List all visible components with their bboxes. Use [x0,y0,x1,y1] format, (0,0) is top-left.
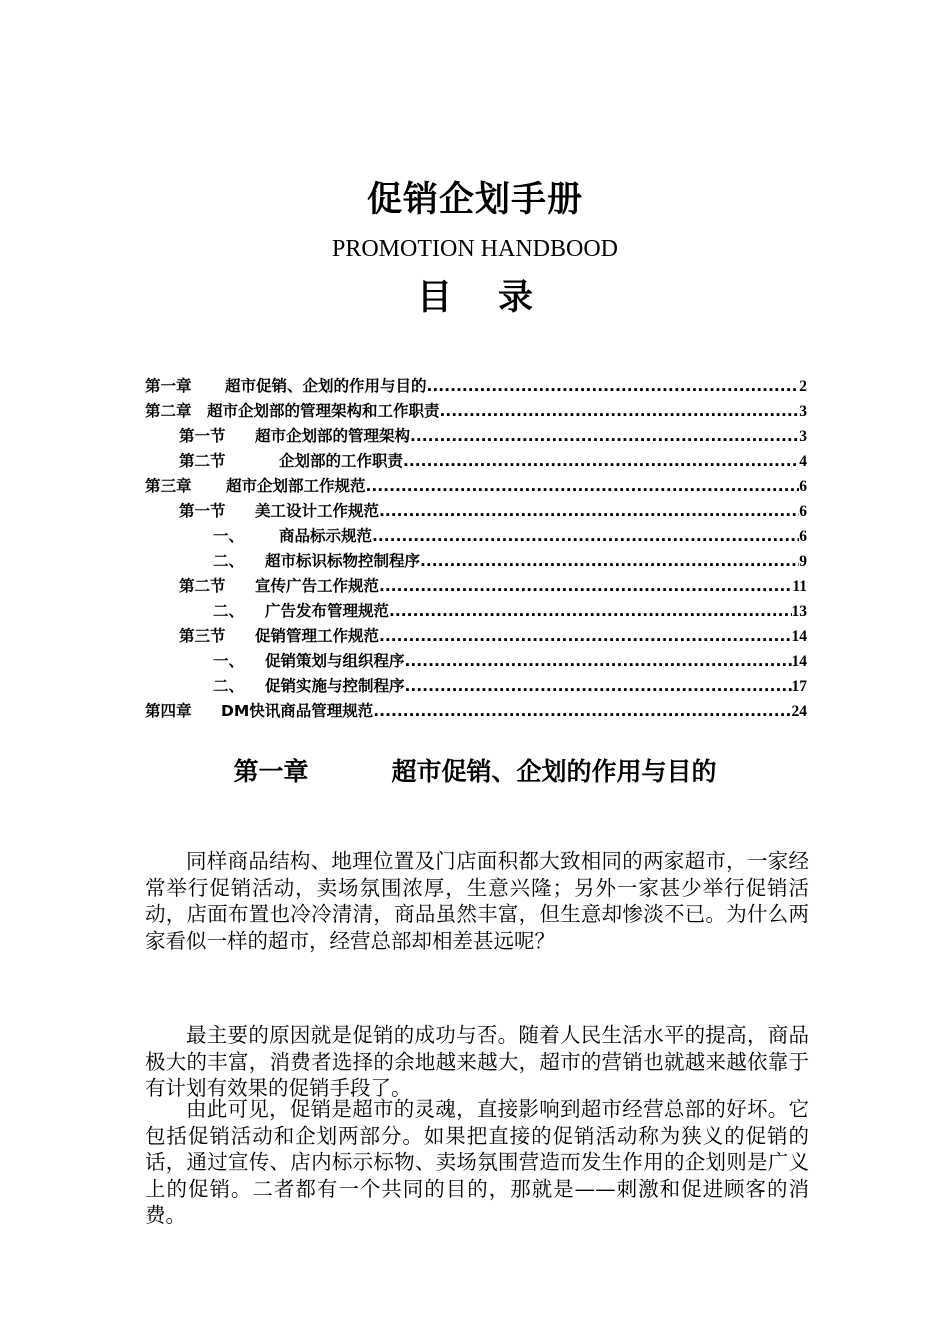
toc-entry-title: 超市企划部工作规范 [226,477,366,495]
toc-entry[interactable] [145,699,807,724]
toc-entry-title: 促销实施与控制程序 [265,677,405,695]
toc-entry-title: 超市促销、企划的作用与目的 [225,377,427,395]
toc-leader [405,674,792,699]
body-paragraph: 最主要的原因就是促销的成功与否。随着人民生活水平的提高，商品极大的丰富，消费者选择的余地越来越大，超市的营销也就越来越依靠于有计划有效果的促销手段了。 [145,1023,809,1100]
toc-entry[interactable] [145,499,807,524]
toc-entry[interactable] [145,624,807,649]
toc-entry-page: 24 [791,703,807,720]
toc-leader [440,399,800,424]
toc-entry-label: 二、 [213,602,245,620]
toc-entry[interactable] [145,474,807,499]
toc-entry-label: 第二章 [145,402,192,420]
toc-entry-label: 第二节 [179,452,226,470]
toc-entry-page: 2 [799,378,807,395]
toc-leader [403,449,799,474]
toc-leader [410,424,799,449]
toc-entry-page: 14 [791,653,807,670]
table-of-contents [145,374,807,724]
toc-leader [379,499,799,524]
toc-entry-title: 广告发布管理规范 [265,602,390,620]
toc-leader [427,374,800,399]
toc-entry-title: DM快讯商品管理规范 [221,702,374,720]
toc-entry-page: 6 [799,478,807,495]
toc-heading-char-1: 目 [416,278,452,318]
toc-entry-title: 超市标识标物控制程序 [265,552,421,570]
toc-entry[interactable] [145,574,807,599]
toc-heading-char-2: 录 [498,278,534,318]
toc-entry-title: 超市企划部的管理架构和工作职责 [207,402,440,420]
toc-entry[interactable] [145,599,807,624]
body-paragraph: 由此可见，促销是超市的灵魂，直接影响到超市经营总部的好坏。它包括促销活动和企划两部分。如果把直接的促销活动称为狭义的促销的话，通过宣传、店内标示标物、卖场氛围营造而发生作用的企划则是广义上的促销。二者都有一个共同的目的，那就是——刺激和促进顾客的消费。 [145,1097,809,1227]
document-subtitle: PROMOTION HANDBOOD [331,236,618,262]
toc-entry[interactable] [145,649,807,674]
toc-entry-label: 一、 [213,652,245,670]
toc-entry-label: 一、 [213,527,245,545]
toc-entry-page: 17 [791,678,807,695]
toc-entry-title: 商品标示规范 [279,527,373,545]
toc-entry-label: 第一节 [179,427,226,445]
toc-entry-title: 超市企划部的管理架构 [255,427,411,445]
toc-entry-label: 第三节 [179,627,226,645]
toc-leader [373,699,791,724]
toc-entry-page: 11 [792,578,807,595]
toc-leader [366,474,800,499]
toc-leader [420,549,799,574]
toc-entry-label: 二、 [213,552,245,570]
toc-leader [379,624,791,649]
toc-entry-label: 第三章 [145,477,192,495]
toc-entry-label: 第一节 [179,502,226,520]
toc-entry-page: 4 [799,453,807,470]
toc-entry[interactable] [145,549,807,574]
toc-heading [0,276,950,320]
toc-leader [389,599,791,624]
toc-leader [379,574,792,599]
toc-entry-label: 第一章 [145,377,192,395]
toc-entry-title: 宣传广告工作规范 [255,577,380,595]
toc-entry-page: 13 [791,603,807,620]
toc-leader [405,649,792,674]
document-title: 促销企划手册 [366,180,583,220]
toc-entry-page: 14 [791,628,807,645]
toc-entry-label: 第四章 [145,702,192,720]
toc-entry-title: 促销策划与组织程序 [265,652,405,670]
toc-entry-title: 促销管理工作规范 [255,627,380,645]
toc-entry-page: 3 [799,403,807,420]
toc-entry[interactable] [145,374,807,399]
toc-entry-title: 美工设计工作规范 [255,502,380,520]
toc-entry-page: 6 [799,528,807,545]
toc-entry-page: 6 [799,503,807,520]
toc-entry-title: 企划部的工作职责 [279,452,404,470]
toc-entry-page: 9 [799,553,807,570]
toc-entry-label: 第二节 [179,577,226,595]
chapter-title: 超市促销、企划的作用与目的 [391,757,717,786]
toc-entry-page: 3 [799,428,807,445]
chapter-label: 第一章 [233,757,309,786]
toc-entry[interactable] [145,524,807,549]
toc-leader [372,524,799,549]
toc-entry[interactable] [145,424,807,449]
toc-entry[interactable] [145,674,807,699]
body-paragraph: 同样商品结构、地理位置及门店面积都大致相同的两家超市，一家经常举行促销活动，卖场氛围浓厚，生意兴隆；另外一家甚少举行促销活动，店面布置也冷冷清清，商品虽然丰富，但生意却惨淡不已。为什么两家看似一样的超市，经营总部却相差甚远呢？ [145,849,809,953]
toc-entry[interactable] [145,399,807,424]
toc-entry-label: 二、 [213,677,245,695]
toc-entry[interactable] [145,449,807,474]
chapter-heading [0,752,950,792]
